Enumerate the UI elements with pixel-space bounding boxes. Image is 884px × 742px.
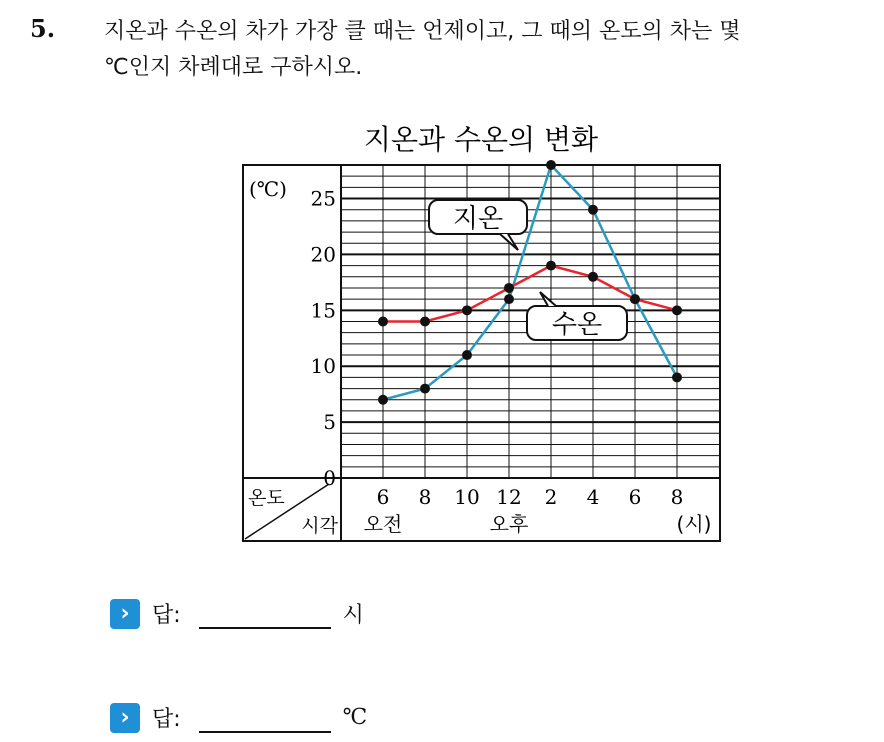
x-tick-label: 2 [544,485,558,509]
series-name-callout-1 [429,200,527,250]
answer-label: 답: [152,707,181,732]
y-tick-label: 10 [310,354,336,379]
answer-label: 답: [152,603,181,628]
series-line-1 [383,165,677,400]
chevron-right-icon: › [110,703,140,733]
data-point [420,317,430,327]
chart-series [378,160,682,405]
data-point [672,305,682,315]
data-point [420,384,430,394]
question-line-1: 지온과 수온의 차가 가장 클 때는 언제이고, 그 때의 온도의 차는 몇 [104,19,741,44]
data-point [504,294,514,304]
data-point [378,395,388,405]
data-point [462,305,472,315]
y-unit-label: (℃) [249,177,287,201]
x-tick-label: 4 [586,485,600,509]
period-pm-label: 오후 [489,512,529,536]
x-tick-label: 10 [454,485,480,509]
corner-bottom-label: 시각 [301,515,338,537]
callout-label: 지온 [452,204,504,234]
data-point [546,261,556,271]
answer-blank-time[interactable] [199,599,331,629]
answer-row-time [110,598,364,629]
question-number: 5. [30,14,56,43]
y-tick-label: 20 [310,242,336,267]
x-unit-label: (시) [676,512,712,536]
data-point [504,283,514,293]
y-tick-label: 5 [323,410,336,435]
data-point [630,294,640,304]
y-tick-label: 0 [323,466,336,490]
corner-top-label: 온도 [248,487,285,509]
x-tick-label: 6 [628,485,642,509]
answer-unit: 시 [342,603,364,628]
data-point [462,350,472,360]
answer-row-temperature [110,702,367,733]
data-point [378,317,388,327]
answer-unit: ℃ [342,705,368,730]
period-am-label: 오전 [363,512,403,536]
data-point [672,372,682,382]
data-point [588,272,598,282]
y-tick-label: 15 [310,298,336,323]
x-tick-label: 8 [670,485,684,509]
data-point [546,160,556,170]
chevron-right-icon: › [110,599,140,629]
question-line-2: ℃인지 차례대로 구하시오. [104,55,363,80]
answer-blank-temperature[interactable] [199,703,331,733]
x-tick-label: 8 [418,485,432,509]
y-tick-label: 25 [310,186,336,211]
chart-title: 지온과 수온의 변화 [363,123,599,156]
data-point [588,205,598,215]
x-tick-label: 12 [496,485,522,509]
x-tick-label: 6 [376,485,390,509]
callout-label: 수온 [551,310,603,340]
